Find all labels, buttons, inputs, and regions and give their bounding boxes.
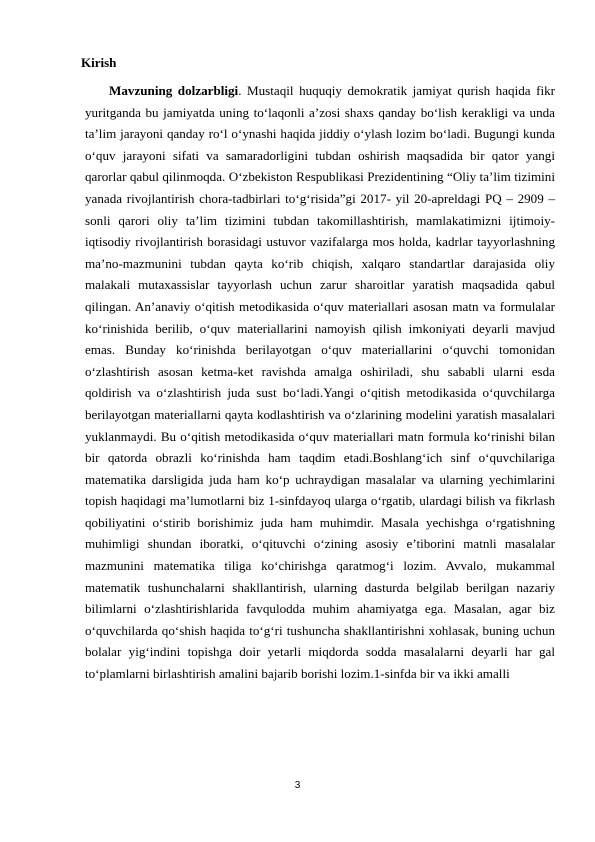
section-heading: Kirish xyxy=(81,55,117,70)
body-paragraph xyxy=(85,80,555,685)
paragraph-text: . Mustaqil huquqiy demokratik jamiyat qurish haqida fikr yuritganda bu jamiyatda uning to‘laqonli a’zosi shaxs qanday bo‘lish kerakligi va unda ta’lim jarayoni qanday ro‘l o‘ynashi haqida jiddiy o‘ylash lozim bo‘ladi. Bugungi kunda o‘quv jarayoni sifati va samaradorligini tubdan oshirish maqsadida bir qator yangi qarorlar qabul qilinmoqda. O‘zbekiston Respublikasi Prezidentining “Oliy ta’lim tizimini yanada rivojlantirish chora-tadbirlari to‘g‘risida”gi 2017- yil 20-apreldagi PQ – 2909 – sonli qarori oliy ta’lim tizimini tubdan takomillashtirish, mamlakatimizni ijtimoiy-iqtisodiy rivojlantirish borasidagi ustuvor vazifalarga mos holda, kadrlar tayyorlashning ma’no-mazmunini tubdan qayta ko‘rib chiqish, xalqaro standartlar darajasida oliy malakali mutaxassislar tayyorlash uchun zarur sharoitlar yaratish maqsadida qabul qilingan. An’anaviy o‘qitish metodikasida o‘quv materiallari asosan matn va formulalar ko‘rinishida berilib, o‘quv materiallarini namoyish qilish imkoniyati deyarli mavjud emas. Bunday ko‘rinishda berilayotgan o‘quv materiallarini o‘quvchi tomonidan o‘zlashtirish asosan ketma-ket ravishda amalga oshiriladi, shu sababli ularni esda qoldirish va o‘zlashtirish juda sust bo‘ladi.Yangi o‘qitish metodikasida o‘quvchilarga berilayotgan materiallarni qayta kodlashtirish va o‘zlarining modelini yaratish masalalari yuklanmaydi. Bu o‘qitish metodikasida o‘quv materiallari matn formula ko‘rinishi bilan bir qatorda obrazli ko‘rinishda ham taqdim etadi.Boshlang‘ich sinf o‘quvchilariga matematika darsligida juda ham ko‘p uchraydigan masalalar va ularning yechimlarini topish haqidagi ma’lumotlarni biz 1-sinfdayoq ularga o‘rgatib, ulardagi bilish va fikrlash qobiliyatini o‘stirib borishimiz juda ham muhimdir. Masala yechishga o‘rgatishning muhimligi shundan iboratki, o‘qituvchi o‘zining asosiy e’tiborini matnli masalalar mazmunini matematika tiliga ko‘chirishga qaratmog‘i lozim. Avvalo, mukammal matematik tushunchalarni shakllantirish, ularning dasturda belgilab berilgan nazariy bilimlarni o‘zlashtirishlarida favqulodda muhim ahamiyatga ega. Masalan, agar biz o‘quvchilarda qo‘shish haqida to‘g‘ri tushuncha shakllantirishni xohlasak, buning uchun bolalar yig‘indini topishga doir yetarli miqdorda sodda masalalarni deyarli har gal to‘plamlarni birlashtirish amalini bajarib borishi lozim.1-sinfda bir va ikki amalli xyxy=(85,83,556,682)
lead-phrase: Mavzuning dolzarbligi xyxy=(109,83,239,98)
page-number: 3 xyxy=(294,780,301,791)
